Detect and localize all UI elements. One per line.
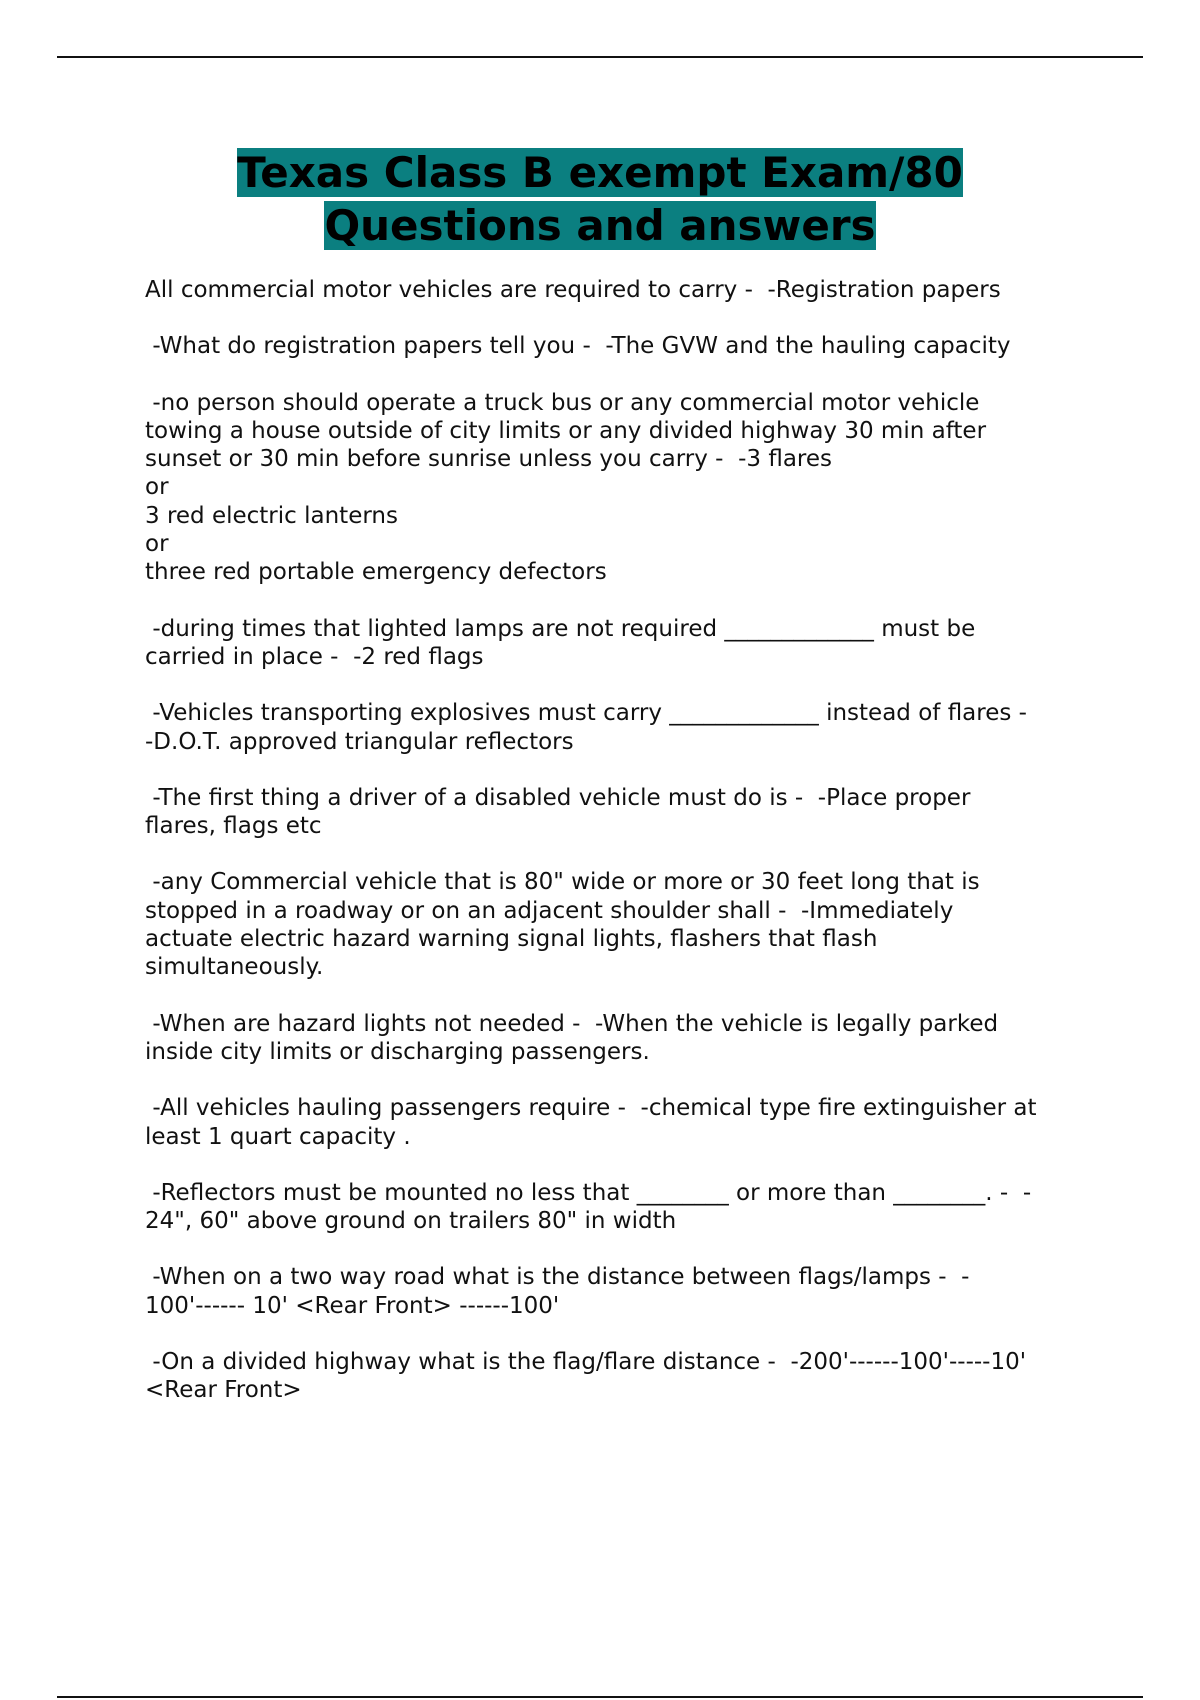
qa-item: -no person should operate a truck bus or any commercial motor vehicle towing a house outside of city limits or any divided highway 30 min after sunset or 30 min before sunrise unless you carry - -3 flares or 3 red electric lanterns or three red portable emergency defectors	[145, 389, 987, 586]
qa-list	[145, 276, 1095, 1433]
qa-item: -When on a two way road what is the distance between flags/lamps - - 100'------ 10' <Rear Front> ------100'	[145, 1264, 970, 1319]
qa-item: -any Commercial vehicle that is 80" wide or more or 30 feet long that is stopped in a roadway or on an adjacent shoulder shall - -Immediately actuate electric hazard warning signal lights, flashers that flash simultaneously.	[145, 869, 980, 981]
title-block	[0, 146, 1200, 252]
qa-item: -What do registration papers tell you - -The GVW and the hauling capacity	[145, 333, 1011, 360]
qa-item: -Reflectors must be mounted no less that ________ or more than ________. - - 24", 60" above ground on trailers 80" in width	[145, 1179, 1032, 1235]
qa-item: -during times that lighted lamps are not required _____________ must be carried in place - -2 red flags	[145, 615, 976, 670]
title-line-1: Texas Class B exempt Exam/80	[237, 148, 963, 197]
qa-item: -The first thing a driver of a disabled vehicle must do is - -Place proper flares, flags etc	[145, 784, 971, 840]
qa-item: -On a divided highway what is the flag/flare distance - -200'------100'-----10' <Rear Front>	[145, 1349, 1027, 1404]
bottom-rule	[57, 1696, 1143, 1698]
qa-item: -Vehicles transporting explosives must carry _____________ instead of flares - -D.O.T. approved triangular reflectors	[145, 700, 1027, 755]
qa-item: -When are hazard lights not needed - -When the vehicle is legally parked inside city limits or discharging passengers.	[145, 1010, 999, 1065]
qa-item: All commercial motor vehicles are required to carry - -Registration papers	[145, 277, 1001, 303]
qa-item: -All vehicles hauling passengers require - -chemical type fire extinguisher at least 1 quart capacity .	[145, 1095, 1037, 1150]
title-line-2: Questions and answers	[324, 201, 876, 250]
top-rule	[57, 56, 1143, 58]
document-title	[237, 148, 963, 250]
